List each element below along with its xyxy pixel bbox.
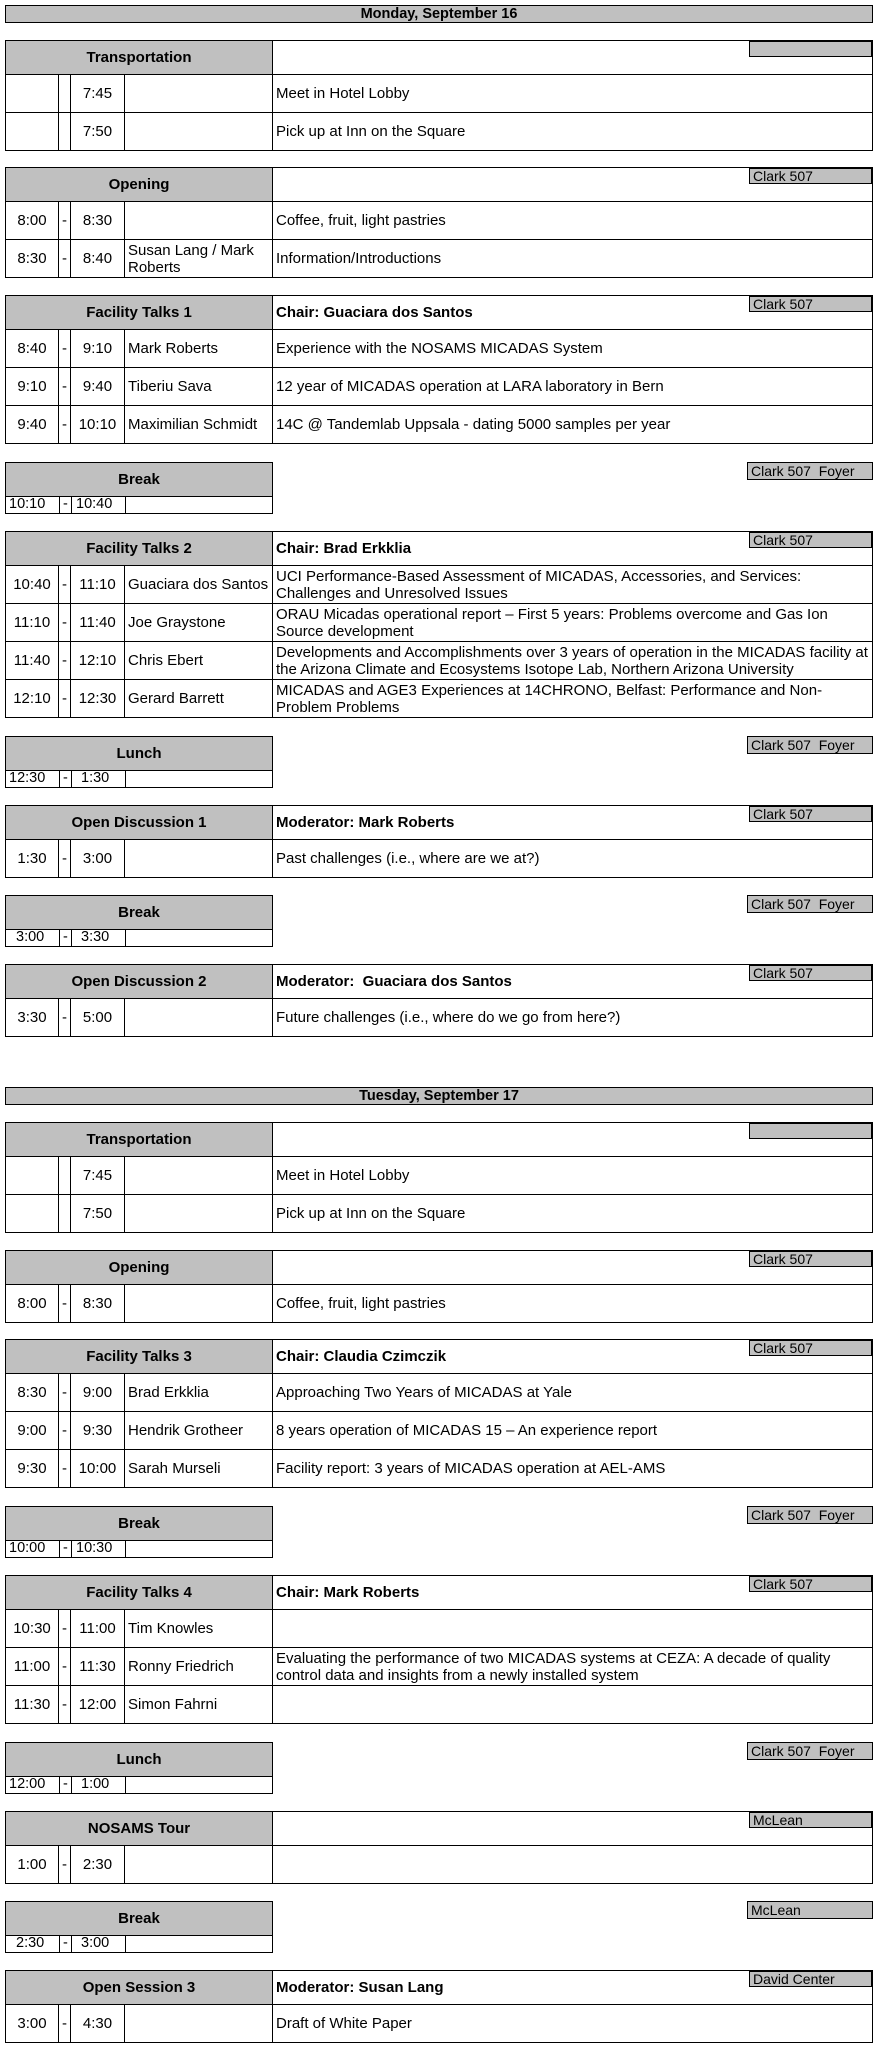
description: Developments and Accomplishments over 3 years of operation in the MICADAS facility at the Arizona Climate and Ecosystems Isotope Lab, Northern Arizona University xyxy=(276,643,868,678)
description: Future challenges (i.e., where do we go from here?) xyxy=(276,1009,621,1026)
dash: - xyxy=(59,1610,71,1647)
end-time: 8:30 xyxy=(71,1285,125,1322)
dash: - xyxy=(59,1846,71,1883)
dash: - xyxy=(59,840,71,877)
description: Pick up at Inn on the Square xyxy=(276,1205,466,1222)
location-badge: Clark 507 xyxy=(749,532,872,548)
location-badge: Clark 507 xyxy=(749,1340,872,1356)
start-time: 11:00 xyxy=(6,1648,59,1685)
end-time: 12:00 xyxy=(71,1686,125,1723)
end-time: 11:40 xyxy=(71,604,125,641)
description xyxy=(273,1686,873,1723)
location-badge: Clark 507 xyxy=(749,1251,872,1267)
table-row xyxy=(5,1648,873,1686)
moderator: Moderator: Susan Lang xyxy=(276,1979,444,1996)
time: 7:50 xyxy=(71,1195,125,1232)
speaker xyxy=(125,1846,273,1883)
location-badge: Clark 507 Foyer xyxy=(747,1506,873,1524)
dash: - xyxy=(59,240,71,277)
end-time: 9:10 xyxy=(71,330,125,367)
end-time: 1:30 xyxy=(81,770,110,786)
start-time: 3:00 xyxy=(16,929,45,945)
dash: - xyxy=(59,1450,71,1487)
description: Past challenges (i.e., where are we at?) xyxy=(276,850,540,867)
end-time: 4:30 xyxy=(71,2005,125,2042)
description: Approaching Two Years of MICADAS at Yale xyxy=(276,1384,573,1401)
description: Pick up at Inn on the Square xyxy=(276,123,466,140)
location-badge: Clark 507 xyxy=(749,296,872,312)
table-row xyxy=(5,1195,873,1233)
table-row xyxy=(5,1412,873,1450)
start-time: 10:10 xyxy=(9,496,46,512)
start-time: 11:10 xyxy=(6,604,59,641)
description: 8 years operation of MICADAS 15 – An experience report xyxy=(276,1422,658,1439)
location-badge: McLean xyxy=(747,1901,873,1919)
lunch-block xyxy=(5,1742,273,1794)
location-badge: Clark 507 xyxy=(749,1576,872,1592)
dash: - xyxy=(63,929,68,945)
section-title: Facility Talks 2 xyxy=(5,531,273,566)
time: 7:45 xyxy=(71,1157,125,1194)
description: Evaluating the performance of two MICADAS systems at CEZA: A decade of quality control data and insights from a newly installed system xyxy=(276,1649,831,1684)
section-title: Facility Talks 4 xyxy=(5,1575,273,1610)
table-row xyxy=(5,1846,873,1884)
description: Coffee, fruit, light pastries xyxy=(276,212,446,229)
table-row xyxy=(5,202,873,240)
dash: - xyxy=(59,1374,71,1411)
section-title: Facility Talks 3 xyxy=(5,1339,273,1374)
end-time: 3:30 xyxy=(81,929,110,945)
end-time: 10:10 xyxy=(71,406,125,443)
description xyxy=(273,1610,873,1647)
section-title: Transportation xyxy=(5,1122,273,1157)
section-open-session-3 xyxy=(5,1970,873,2043)
description: 12 year of MICADAS operation at LARA laboratory in Bern xyxy=(276,378,664,395)
speaker xyxy=(125,840,273,877)
table-row xyxy=(5,642,873,680)
speaker: Joe Graystone xyxy=(125,604,273,641)
end-time: 5:00 xyxy=(71,999,125,1036)
dash: - xyxy=(63,1935,68,1951)
dash: - xyxy=(59,202,71,239)
dash: - xyxy=(59,604,71,641)
description: Meet in Hotel Lobby xyxy=(276,85,410,102)
dash: - xyxy=(63,496,68,512)
start-time: 9:10 xyxy=(6,368,59,405)
speaker: Tim Knowles xyxy=(125,1610,273,1647)
section-opening-mon xyxy=(5,167,873,278)
dash: - xyxy=(63,1540,68,1556)
section-title: Opening xyxy=(5,1250,273,1285)
start-time: 3:30 xyxy=(6,999,59,1036)
dash: - xyxy=(63,1776,68,1792)
section-facility-talks-2 xyxy=(5,531,873,718)
description xyxy=(273,1846,873,1883)
section-transportation-tue xyxy=(5,1122,873,1233)
start-time: 10:40 xyxy=(6,566,59,603)
end-time: 3:00 xyxy=(81,1935,110,1951)
start-time: 1:00 xyxy=(6,1846,59,1883)
dash: - xyxy=(59,1412,71,1449)
description: UCI Performance-Based Assessment of MICADAS, Accessories, and Services: Challenges and Unresolved Issues xyxy=(276,567,802,602)
table-row xyxy=(5,566,873,604)
moderator: Moderator: Guaciara dos Santos xyxy=(276,973,512,990)
end-time: 3:00 xyxy=(71,840,125,877)
end-time: 9:40 xyxy=(71,368,125,405)
start-time: 8:30 xyxy=(6,240,59,277)
section-facility-talks-1 xyxy=(5,295,873,444)
section-open-discussion-2 xyxy=(5,964,873,1037)
location-badge: David Center xyxy=(749,1971,872,1987)
location-badge: Clark 507 xyxy=(749,965,872,981)
section-title: NOSAMS Tour xyxy=(5,1811,273,1846)
description: MICADAS and AGE3 Experiences at 14CHRONO, Belfast: Performance and Non-Problem Problems xyxy=(276,681,823,716)
description: Experience with the NOSAMS MICADAS System xyxy=(276,340,603,357)
end-time: 8:40 xyxy=(71,240,125,277)
start-time: 11:30 xyxy=(6,1686,59,1723)
section-title: Break xyxy=(5,1901,273,1936)
section-title: Break xyxy=(5,1506,273,1541)
section-facility-talks-3 xyxy=(5,1339,873,1488)
description: ORAU Micadas operational report – First 5 years: Problems overcome and Gas Ion Source development xyxy=(276,605,828,640)
description: Coffee, fruit, light pastries xyxy=(276,1295,446,1312)
end-time: 10:30 xyxy=(76,1540,113,1556)
section-title: Open Session 3 xyxy=(5,1970,273,2005)
location-badge: Clark 507 Foyer xyxy=(747,736,873,754)
location-badge: Clark 507 Foyer xyxy=(747,895,873,913)
dash: - xyxy=(59,642,71,679)
table-row xyxy=(5,1157,873,1195)
section-title: Open Discussion 1 xyxy=(5,805,273,840)
dash: - xyxy=(59,1686,71,1723)
end-time: 8:30 xyxy=(71,202,125,239)
start-time: 8:00 xyxy=(6,202,59,239)
day-header-tuesday: Tuesday, September 17 xyxy=(5,1087,873,1105)
location-badge: Clark 507 xyxy=(749,806,872,822)
section-transportation-mon xyxy=(5,40,873,151)
break-block xyxy=(5,462,273,514)
start-time: 1:30 xyxy=(6,840,59,877)
break-block xyxy=(5,895,273,947)
section-title: Open Discussion 2 xyxy=(5,964,273,999)
start-time: 10:30 xyxy=(6,1610,59,1647)
table-row xyxy=(5,1450,873,1488)
description: Facility report: 3 years of MICADAS operation at AEL-AMS xyxy=(276,1460,666,1477)
dash: - xyxy=(59,680,71,717)
section-opening-tue xyxy=(5,1250,873,1323)
table-row xyxy=(5,75,873,113)
section-title: Opening xyxy=(5,167,273,202)
end-time: 9:30 xyxy=(71,1412,125,1449)
speaker: Ronny Friedrich xyxy=(125,1648,273,1685)
start-time: 8:00 xyxy=(6,1285,59,1322)
speaker: Sarah Murseli xyxy=(125,1450,273,1487)
end-time: 12:10 xyxy=(71,642,125,679)
end-time: 2:30 xyxy=(71,1846,125,1883)
speaker xyxy=(125,2005,273,2042)
dash: - xyxy=(59,999,71,1036)
section-title: Lunch xyxy=(5,736,273,771)
moderator: Moderator: Mark Roberts xyxy=(276,814,455,831)
speaker: Tiberiu Sava xyxy=(125,368,273,405)
speaker xyxy=(125,202,273,239)
section-title: Break xyxy=(5,895,273,930)
dash: - xyxy=(59,330,71,367)
table-row xyxy=(5,1686,873,1724)
speaker: Chris Ebert xyxy=(125,642,273,679)
start-time: 12:10 xyxy=(6,680,59,717)
description: Meet in Hotel Lobby xyxy=(276,1167,410,1184)
speaker: Gerard Barrett xyxy=(125,680,273,717)
table-row xyxy=(5,113,873,151)
end-time: 10:00 xyxy=(71,1450,125,1487)
start-time: 3:00 xyxy=(6,2005,59,2042)
break-block xyxy=(5,1506,273,1558)
end-time: 1:00 xyxy=(81,1776,110,1792)
start-time: 12:30 xyxy=(9,770,46,786)
location-badge: Clark 507 Foyer xyxy=(747,1742,873,1760)
table-row xyxy=(5,330,873,368)
speaker xyxy=(125,999,273,1036)
speaker: Maximilian Schmidt xyxy=(125,406,273,443)
table-row xyxy=(5,604,873,642)
end-time: 11:10 xyxy=(71,566,125,603)
dash: - xyxy=(59,368,71,405)
description: 14C @ Tandemlab Uppsala - dating 5000 samples per year xyxy=(276,416,671,433)
description: Information/Introductions xyxy=(276,250,442,267)
end-time: 11:00 xyxy=(71,1610,125,1647)
time: 7:50 xyxy=(71,113,125,150)
end-time: 9:00 xyxy=(71,1374,125,1411)
start-time: 9:40 xyxy=(6,406,59,443)
table-row xyxy=(5,680,873,718)
dash: - xyxy=(59,406,71,443)
chair: Chair: Guaciara dos Santos xyxy=(276,304,473,321)
table-row xyxy=(5,1374,873,1412)
speaker: Susan Lang / Mark Roberts xyxy=(125,240,273,277)
start-time: 12:00 xyxy=(9,1776,46,1792)
speaker: Mark Roberts xyxy=(125,330,273,367)
location-badge xyxy=(749,41,872,57)
lunch-block xyxy=(5,736,273,788)
speaker: Simon Fahrni xyxy=(125,1686,273,1723)
dash: - xyxy=(63,770,68,786)
section-title: Break xyxy=(5,462,273,497)
break-block xyxy=(5,1901,273,1953)
start-time: 8:40 xyxy=(6,330,59,367)
end-time: 12:30 xyxy=(71,680,125,717)
section-open-discussion-1 xyxy=(5,805,873,878)
location-badge: McLean xyxy=(749,1812,872,1828)
table-row xyxy=(5,1610,873,1648)
start-time: 11:40 xyxy=(6,642,59,679)
location-badge xyxy=(749,1123,872,1139)
speaker: Brad Erkklia xyxy=(125,1374,273,1411)
dash: - xyxy=(59,1648,71,1685)
section-facility-talks-4 xyxy=(5,1575,873,1724)
section-nosams-tour xyxy=(5,1811,873,1884)
table-row xyxy=(5,406,873,444)
table-row xyxy=(5,1285,873,1323)
description: Draft of White Paper xyxy=(276,2015,412,2032)
location-badge: Clark 507 Foyer xyxy=(747,462,873,480)
section-title: Facility Talks 1 xyxy=(5,295,273,330)
dash: - xyxy=(59,2005,71,2042)
start-time: 9:00 xyxy=(6,1412,59,1449)
speaker: Hendrik Grotheer xyxy=(125,1412,273,1449)
start-time: 2:30 xyxy=(16,1935,45,1951)
speaker xyxy=(125,1285,273,1322)
end-time: 11:30 xyxy=(71,1648,125,1685)
dash: - xyxy=(59,1285,71,1322)
dash: - xyxy=(59,566,71,603)
day-header-monday: Monday, September 16 xyxy=(5,5,873,23)
section-title: Transportation xyxy=(5,40,273,75)
start-time: 8:30 xyxy=(6,1374,59,1411)
location-badge: Clark 507 xyxy=(749,168,872,184)
table-row xyxy=(5,368,873,406)
chair: Chair: Claudia Czimczik xyxy=(276,1348,447,1365)
start-time: 10:00 xyxy=(9,1540,46,1556)
table-row xyxy=(5,240,873,278)
table-row xyxy=(5,999,873,1037)
speaker: Guaciara dos Santos xyxy=(125,566,273,603)
chair: Chair: Brad Erkklia xyxy=(276,540,412,557)
time: 7:45 xyxy=(71,75,125,112)
table-row xyxy=(5,2005,873,2043)
start-time: 9:30 xyxy=(6,1450,59,1487)
section-title: Lunch xyxy=(5,1742,273,1777)
chair: Chair: Mark Roberts xyxy=(276,1584,420,1601)
table-row xyxy=(5,840,873,878)
end-time: 10:40 xyxy=(76,496,113,512)
